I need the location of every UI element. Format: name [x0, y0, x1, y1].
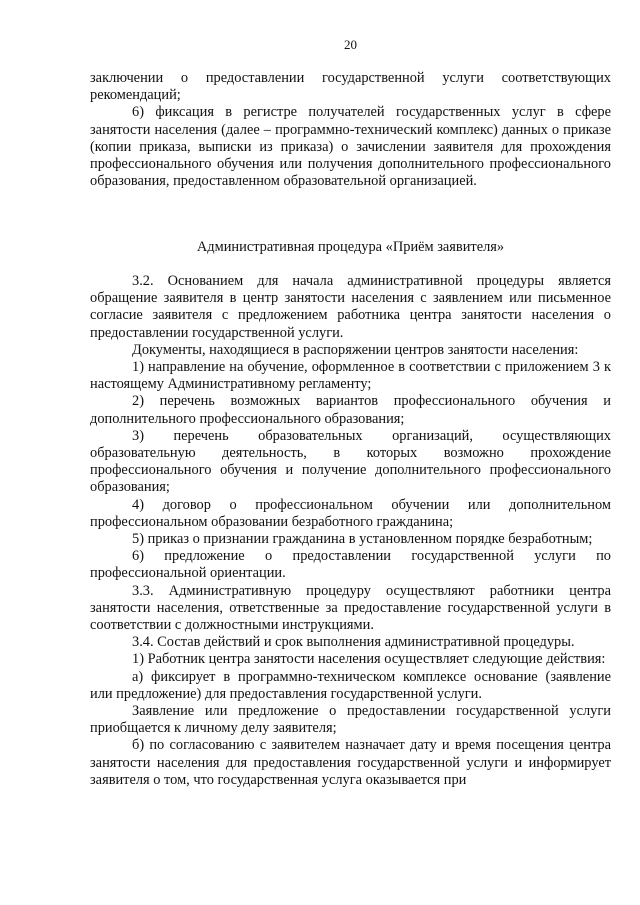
paragraph-application: Заявление или предложение о предоставлении государственной услуги приобщается к личному делу заявителя; [90, 703, 611, 737]
paragraph-action-1: 1) Работник центра занятости населения осуществляет следующие действия: [132, 651, 606, 668]
paragraph-doc-6: 6) предложение о предоставлении государственной услуги по профессиональной ориентации. [90, 548, 611, 582]
main-section [90, 273, 611, 789]
paragraph-3-3: 3.3. Административную процедуру осуществляют работники центра занятости населения, ответственные за предоставление государственной услуги в соответствии с должностными инструкциями. [90, 582, 611, 634]
paragraph-doc-5: 5) приказ о признании гражданина в установленном порядке безработным; [132, 531, 593, 548]
paragraph-doc-1: 1) направление на обучение, оформленное в соответствии с приложением 3 к настоящему Административному регламенту; [90, 359, 611, 393]
paragraph-continuation: заключении о предоставлении государственной услуги соответствующих рекомендаций; [90, 70, 611, 104]
paragraph-doc-3: 3) перечень образовательных организаций, осуществляющих образовательную деятельность, в которых возможно прохождение профессионального обучения и получение дополнительного профессионального образования; [90, 427, 611, 496]
paragraph-doc-2: 2) перечень возможных вариантов профессионального обучения и дополнительного профессионального образования; [90, 393, 611, 427]
paragraph-3-4: 3.4. Состав действий и срок выполнения административной процедуры. [132, 634, 575, 651]
paragraph-3-2: 3.2. Основанием для начала административной процедуры является обращение заявителя в центр занятости населения с заявлением или письменное согласие заявителя с предложением работника центра занятости населения о предоставлении государственной услуги. [90, 273, 611, 341]
page-number: 20 [344, 37, 357, 52]
paragraph-doc-4: 4) договор о профессиональном обучении или дополнительном профессиональном образовании безработного гражданина; [90, 496, 611, 530]
paragraph-item-6: 6) фиксация в регистре получателей государственных услуг в сфере занятости населения (далее – программно-технический комплекс) данных о приказе (копии приказа, выписки из приказа) о зачислении заявителя для прохождения профессионального обучения или получения дополнительного профессионального образования, предоставленном образовательной организацией. [90, 104, 611, 190]
paragraph-action-b: б) по согласованию с заявителем назначает дату и время посещения центра занятости населения для предоставления государственной услуги и информирует заявителя о том, что государственная услуга оказывается при [90, 737, 611, 788]
section-heading: Административная процедура «Приём заявителя» [196, 239, 505, 255]
top-section [90, 70, 611, 190]
paragraph-action-a: а) фиксирует в программно-техническом комплексе основание (заявление или предложение) для предоставления государственной услуги. [90, 668, 611, 702]
paragraph-documents-intro: Документы, находящиеся в распоряжении центров занятости населения: [132, 341, 579, 358]
